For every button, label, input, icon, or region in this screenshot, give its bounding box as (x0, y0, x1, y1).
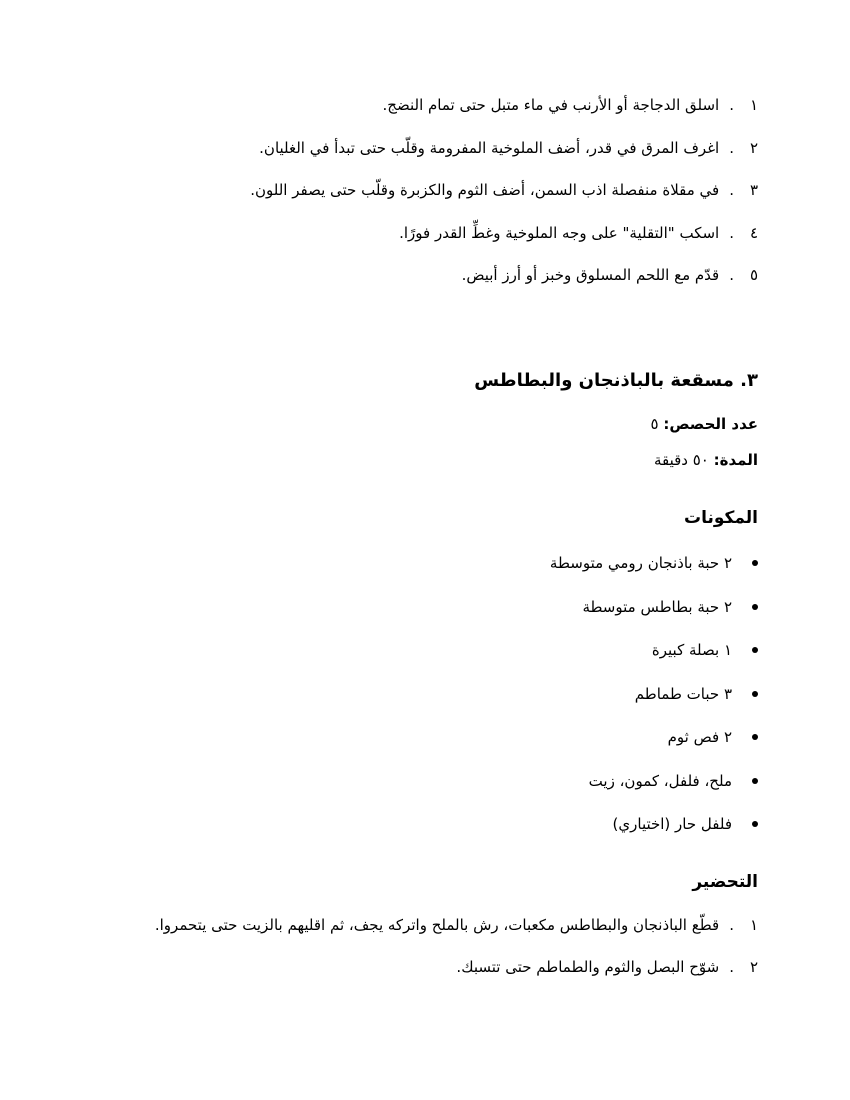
ingredient-text: فلفل حار (اختياري) (612, 815, 732, 833)
bullet-icon (752, 691, 758, 697)
bullet-icon (752, 647, 758, 653)
bullet-icon (752, 734, 758, 740)
step-text: اغرف المرق في قدر، أضف الملوخية المفرومة وقلّب حتى تبدأ في الغليان. (259, 138, 720, 157)
list-item: ٣ . في مقلاة منفصلة اذب السمن، أضف الثوم والكزبرة وقلّب حتى يصفر اللون. (250, 181, 758, 199)
list-item: ٢ . اغرف المرق في قدر، أضف الملوخية المفرومة وقلّب حتى تبدأ في الغليان. (259, 138, 758, 157)
time-line (654, 450, 758, 470)
list-item: ٢ . شوّح البصل والثوم والطماطم حتى تتسبك. (456, 958, 758, 976)
list-item (60, 640, 758, 660)
ingredients-heading: المكونات (683, 508, 758, 528)
list-item (60, 727, 758, 747)
bullet-icon (752, 560, 758, 566)
step-text: اسكب "التقلية" على وجه الملوخية وغطِّ القدر فورًا. (399, 223, 720, 242)
step-text: في مقلاة منفصلة اذب السمن، أضف الثوم والكزبرة وقلّب حتى يصفر اللون. (250, 181, 720, 199)
bullet-icon (752, 604, 758, 610)
list-item: ١ . قطّع الباذنجان والبطاطس مكعبات، رش بالملح واتركه يجف، ثم اقليهم بالزيت حتى يتحمروا. (154, 916, 758, 934)
list-item (60, 684, 758, 704)
list-item: ٤ . اسكب "التقلية" على وجه الملوخية وغطِّ القدر فورًا. (399, 223, 758, 242)
ingredient-text: ملح، فلفل، كمون، زيت (588, 771, 732, 790)
ingredient-text: ٢ فص ثوم (667, 728, 732, 746)
ingredient-text: ٢ حبة بطاطس متوسطة (582, 597, 732, 616)
step-number: ٢ (749, 958, 758, 976)
servings-line (650, 414, 758, 434)
preparation-heading: التحضير (692, 872, 758, 892)
ingredient-text: ٢ حبة باذنجان رومي متوسطة (549, 554, 732, 572)
bullet-icon (752, 821, 758, 827)
time-value: ٥٠ دقيقة (653, 451, 709, 469)
ingredient-text: ٣ حبات طماطم (634, 684, 732, 703)
servings-value: ٥ (650, 415, 659, 433)
time-label: المدة: (713, 451, 758, 469)
step-text: شوّح البصل والثوم والطماطم حتى تتسبك. (456, 958, 720, 976)
step-number: ١ (749, 96, 758, 114)
servings-label: عدد الحصص: (663, 415, 758, 433)
step-text: اسلق الدجاجة أو الأرنب في ماء متبل حتى تمام النضج. (382, 96, 720, 114)
bullet-icon (752, 778, 758, 784)
ingredients-list (60, 553, 758, 858)
preparation-steps (60, 915, 758, 999)
previous-recipe-steps (60, 95, 758, 308)
step-text: قدّم مع اللحم المسلوق وخبز أو أرز أبيض. (461, 266, 720, 284)
step-number: ٤ (749, 223, 758, 242)
step-number: ٢ (749, 138, 758, 157)
list-item (60, 771, 758, 791)
ingredient-text: ١ بصلة كبيرة (651, 641, 732, 659)
list-item (60, 597, 758, 617)
list-item (60, 814, 758, 834)
step-number: ٣ (749, 181, 758, 199)
step-number: ١ (749, 916, 758, 934)
recipe-title: ٣. مسقعة بالباذنجان والبطاطس (474, 370, 758, 391)
step-number: ٥ (749, 266, 758, 284)
step-text: قطّع الباذنجان والبطاطس مكعبات، رش بالملح واتركه يجف، ثم اقليهم بالزيت حتى يتحمروا. (154, 916, 720, 934)
list-item: ٥ . قدّم مع اللحم المسلوق وخبز أو أرز أبيض. (461, 266, 758, 284)
list-item (60, 553, 758, 573)
list-item: ١ . اسلق الدجاجة أو الأرنب في ماء متبل حتى تمام النضج. (382, 96, 758, 114)
